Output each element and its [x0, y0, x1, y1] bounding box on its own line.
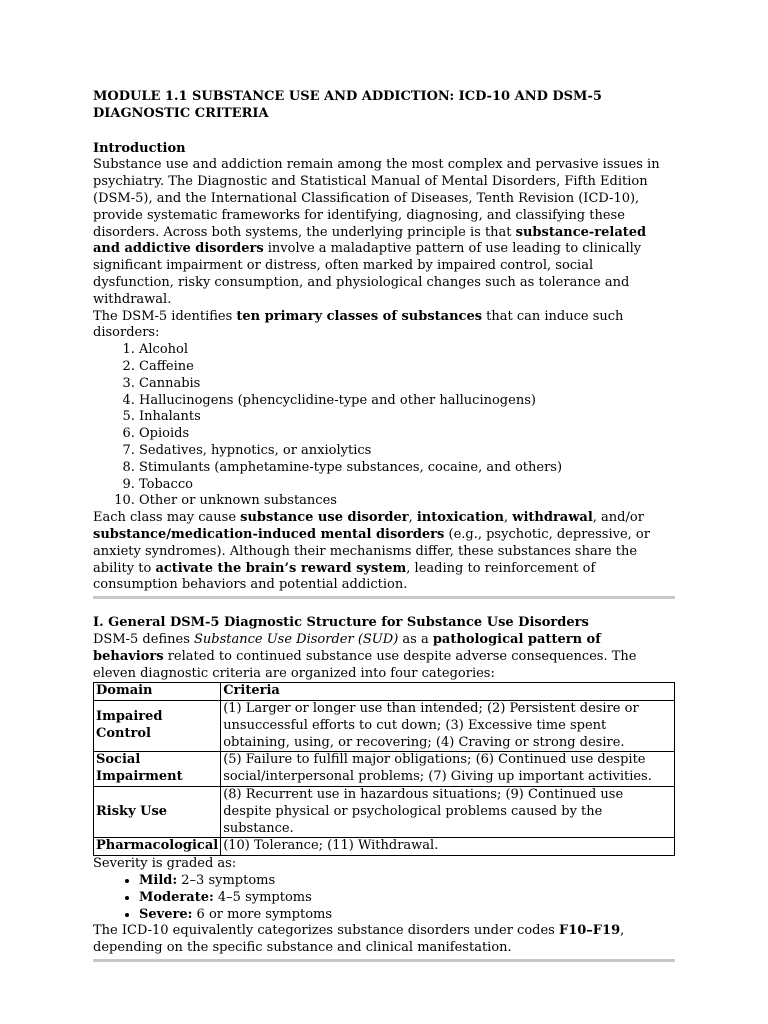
criteria-cell: (10) Tolerance; (11) Withdrawal.: [221, 838, 675, 856]
severity-list: [93, 873, 675, 923]
text-run: , depending on the specific substance and clinical manifestation.: [93, 923, 625, 956]
list-item: 7. Sedatives, hypnotics, or anxiolytics: [139, 443, 675, 460]
text-run: Each class may cause: [93, 510, 241, 526]
severity-label: Severe:: [139, 906, 193, 922]
list-item: 3. Cannabis: [139, 376, 675, 393]
section-divider: [93, 959, 675, 962]
bold-run: ten primary classes of substances: [236, 308, 483, 324]
bold-run: substance-related and addictive disorders: [93, 224, 647, 257]
list-item: 6. Opioids: [139, 426, 675, 443]
icd-paragraph: [93, 923, 675, 957]
severity-label: Mild:: [139, 873, 178, 889]
table-row: [94, 752, 675, 787]
text-run: as a: [398, 631, 433, 647]
list-item: 10. Other or unknown substances: [139, 493, 675, 510]
bold-run: pathological pattern of behaviors: [93, 631, 601, 664]
criteria-cell: (8) Recurrent use in hazardous situations; (9) Continued use despite physical or psychological problems caused by the substance.: [221, 787, 675, 838]
intro-paragraph-2: [93, 309, 675, 343]
module-title: [93, 89, 675, 123]
text-run: ,: [408, 510, 417, 526]
bold-run: substance/medication-induced mental disorders: [93, 526, 445, 542]
section-1-paragraph: [93, 632, 675, 682]
list-item: 1. Alcohol: [139, 342, 675, 359]
list-item: 4. Hallucinogens (phencyclidine-type and other hallucinogens): [139, 393, 675, 410]
document-body: [93, 89, 675, 978]
module-title-line1: MODULE 1.1 SUBSTANCE USE AND ADDICTION: ICD-10 AND DSM-5: [93, 89, 602, 104]
list-item: 5. Inhalants: [139, 409, 675, 426]
table-header-cell: Criteria: [221, 683, 675, 701]
domain-cell: Risky Use: [94, 787, 221, 838]
intro-heading: Introduction: [93, 140, 186, 156]
bold-run: F10–F19: [558, 923, 621, 939]
text-run: involve a maladaptive pattern of use leading to clinically significant impairment or distress, often marked by impaired control, social dysfunction, risky consumption, and physiological changes such as tolerance and withdrawal.: [93, 241, 642, 307]
severity-value: 4–5 symptoms: [213, 889, 312, 905]
text-run: The ICD-10 equivalently categorizes substance disorders under codes: [93, 923, 559, 939]
text-run: Substance use and addiction remain among the most complex and pervasive issues in psychiatry. The Diagnostic and Statistical Manual of Mental Disorders, Fifth Edition (DSM-5), and the International Classification of Diseases, Tenth Revision (ICD-10), provide systematic frameworks for identifying, diagnosing, and classifying these disorders. Across both systems, the underlying principle is that: [93, 157, 660, 240]
criteria-table: [93, 682, 675, 856]
domain-cell: Pharmacological: [94, 838, 221, 856]
bold-run: substance use disorder: [240, 510, 409, 526]
italic-run: Substance Use Disorder (SUD): [194, 631, 399, 647]
severity-intro: Severity is graded as:: [93, 856, 237, 872]
module-title-line2: DIAGNOSTIC CRITERIA: [93, 105, 269, 121]
text-run: , leading to reinforcement of consumption behaviors and potential addiction.: [93, 560, 596, 593]
domain-cell: Social Impairment: [94, 752, 221, 787]
bold-run: activate the brain’s reward system: [155, 560, 407, 576]
list-item: 2. Caffeine: [139, 359, 675, 376]
text-run: The DSM-5 identifies: [93, 308, 237, 324]
severity-label: Moderate:: [139, 889, 214, 905]
criteria-cell: (5) Failure to fulfill major obligations; (6) Continued use despite social/interpersonal problems; (7) Giving up important activities.: [221, 752, 675, 787]
severity-value: 2–3 symptoms: [177, 873, 276, 889]
text-run: ,: [504, 510, 513, 526]
text-run: that can induce such disorders:: [93, 308, 624, 341]
section-divider: [93, 596, 675, 599]
text-run: , and/or: [592, 510, 644, 526]
bold-run: withdrawal: [512, 510, 593, 526]
text-run: (e.g., psychotic, depressive, or anxiety syndromes). Although their mechanisms differ, these substances share the ability to: [93, 526, 650, 576]
intro-paragraph-3: [93, 510, 675, 594]
text-run: DSM-5 defines: [93, 631, 194, 647]
table-header-cell: Domain: [94, 683, 221, 701]
criteria-cell: (1) Larger or longer use than intended; (2) Persistent desire or unsuccessful efforts to cut down; (3) Excessive time spent obtaining, using, or recovering; (4) Craving or strong desire.: [221, 701, 675, 752]
severity-value: 6 or more symptoms: [192, 906, 333, 922]
intro-paragraph-1: [93, 157, 675, 308]
section-1-heading: I. General DSM-5 Diagnostic Structure for Substance Use Disorders: [93, 615, 589, 631]
list-item: [139, 873, 675, 890]
text-run: related to continued substance use despite adverse consequences. The eleven diagnostic criteria are organized into four categories:: [93, 648, 637, 681]
table-header-row: [94, 683, 675, 701]
list-item: [139, 890, 675, 907]
table-row: [94, 787, 675, 838]
list-item: [139, 907, 675, 924]
substance-class-list: [93, 342, 675, 510]
domain-cell: Impaired Control: [94, 701, 221, 752]
list-item: 8. Stimulants (amphetamine-type substances, cocaine, and others): [139, 460, 675, 477]
bold-run: intoxication: [416, 510, 505, 526]
table-row: [94, 701, 675, 752]
list-item: 9. Tobacco: [139, 477, 675, 494]
table-row: [94, 838, 675, 856]
